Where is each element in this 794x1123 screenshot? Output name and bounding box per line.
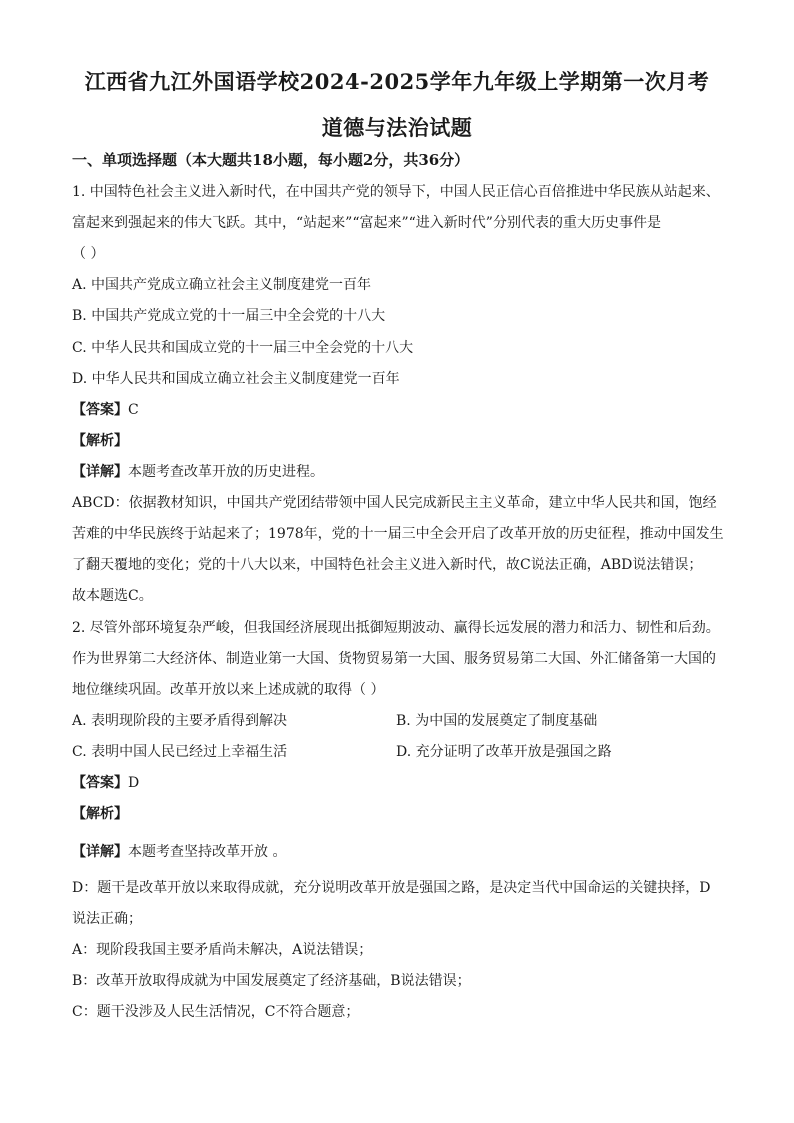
q1-option-b: B. 中国共产党成立党的十一届三中全会党的十八大: [72, 308, 386, 324]
q2-explanation-line5: C：题干没涉及人民生活情况，C不符合题意；: [72, 1004, 360, 1020]
q2-option-b: B. 为中国的发展奠定了制度基础: [396, 713, 598, 729]
q1-explanation-line3: 了翻天覆地的变化；党的十八大以来，中国特色社会主义进入新时代，故C说法正确，ABD说法错误；: [72, 557, 703, 573]
q1-stem-line1: 1. 中国特色社会主义进入新时代，在中国共产党的领导下，中国人民正信心百倍推进中华民族从站起来、: [72, 184, 720, 200]
q2-stem-line3: 地位继续巩固。改革开放以来上述成就的取得（ ）: [72, 682, 385, 698]
answer-tag: 【答案】: [72, 402, 128, 418]
section-heading: 一、单项选择题（本大题共18小题，每小题2分，共36分）: [72, 151, 470, 169]
q1-stem-line2: 富起来到强起来的伟大飞跃。其中，“站起来”“富起来”“进入新时代”分别代表的重大历史事件是: [72, 215, 661, 231]
detail-tag: 【详解】: [72, 464, 128, 480]
q2-stem-line2: 作为世界第二大经济体、制造业第一大国、货物贸易第一大国、服务贸易第二大国、外汇储备第一大国的: [72, 651, 716, 667]
exam-subtitle: 道德与法治试题: [321, 115, 473, 140]
q2-explanation-line3: A：现阶段我国主要矛盾尚未解决，A说法错误；: [72, 942, 373, 958]
q2-answer: [72, 773, 732, 793]
q1-explanation-line4: 故本题选C。: [72, 588, 153, 604]
detail-tag: 【详解】: [72, 844, 128, 860]
q2-option-d: D. 充分证明了改革开放是强国之路: [396, 744, 612, 760]
exam-title: 江西省九江外国语学校2024-2025学年九年级上学期第一次月考: [84, 69, 710, 94]
q2-option-c: C. 表明中国人民已经过上幸福生活: [72, 744, 288, 760]
q2-explanation-line4: B：改革开放取得成就为中国发展奠定了经济基础，B说法错误；: [72, 973, 471, 989]
q2-options-row1: [72, 711, 732, 731]
analysis-tag: 【解析】: [72, 806, 128, 822]
q1-analysis: [72, 431, 732, 451]
q2-detail: [72, 842, 732, 862]
q1-option-d: D. 中华人民共和国成立确立社会主义制度建党一百年: [72, 371, 400, 387]
q1-explanation-line2: 苦难的中华民族终于站起来了；1978年，党的十一届三中全会开启了改革开放的历史征程，推动中国发生: [72, 526, 724, 542]
answer-value: C: [128, 402, 139, 418]
q2-stem-line1: 2. 尽管外部环境复杂严峻，但我国经济展现出抵御短期波动、赢得长远发展的潜力和活力、韧性和后劲。: [72, 620, 720, 636]
q2-analysis: [72, 804, 732, 824]
detail-text: 本题考查改革开放的历史进程。: [128, 464, 324, 480]
q2-explanation-line1: D：题干是改革开放以来取得成就，充分说明改革开放是强国之路，是决定当代中国命运的关键抉择，D: [72, 880, 711, 896]
detail-text: 本题考查坚持改革开放 。: [128, 844, 287, 860]
answer-value: D: [128, 775, 140, 791]
q1-option-a: A. 中国共产党成立确立社会主义制度建党一百年: [72, 277, 372, 293]
q2-options-row2: [72, 742, 732, 762]
q1-explanation-line1: ABCD：依据教材知识，中国共产党团结带领中国人民完成新民主主义革命，建立中华人民共和国，饱经: [72, 495, 717, 511]
analysis-tag: 【解析】: [72, 433, 128, 449]
q1-detail: [72, 462, 732, 482]
q1-answer: [72, 400, 732, 420]
q2-explanation-line2: 说法正确；: [72, 911, 142, 927]
answer-tag: 【答案】: [72, 775, 128, 791]
q1-stem-line3: （ ）: [72, 246, 105, 262]
q1-option-c: C. 中华人民共和国成立党的十一届三中全会党的十八大: [72, 340, 414, 356]
q2-option-a: A. 表明现阶段的主要矛盾得到解决: [72, 713, 288, 729]
